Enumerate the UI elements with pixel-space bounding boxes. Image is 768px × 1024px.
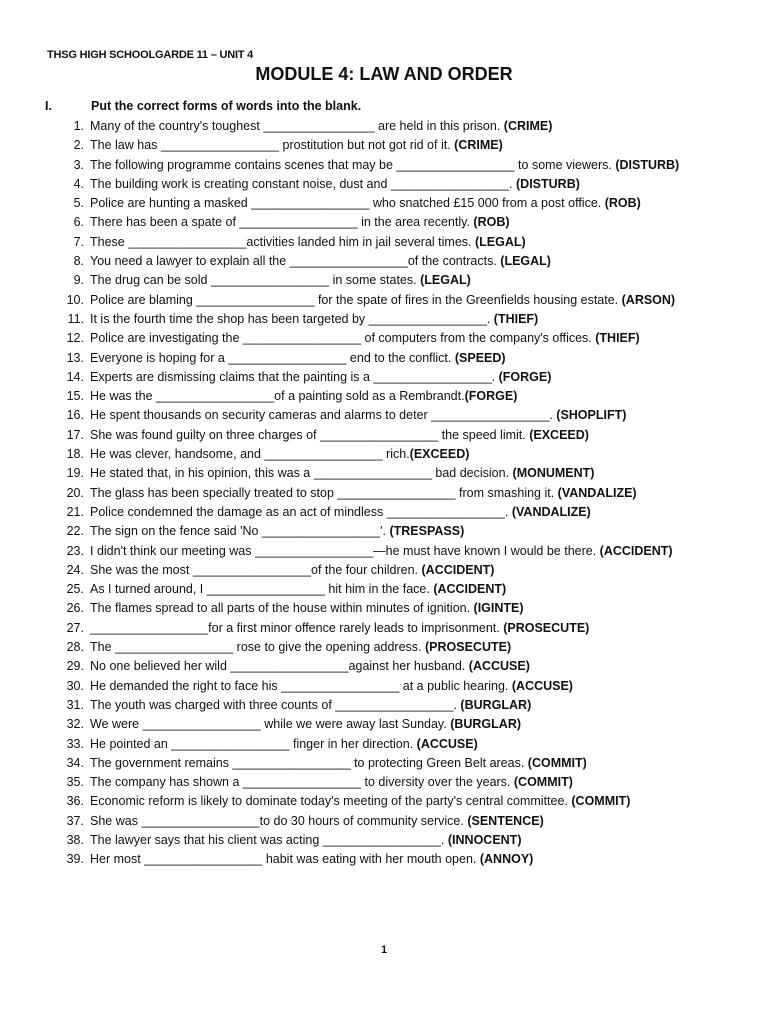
exercise-item bbox=[56, 136, 746, 155]
item-number: 14. bbox=[66, 369, 84, 384]
item-sentence: Experts are dismissing claims that the painting is a _________________. bbox=[90, 369, 499, 384]
item-sentence: There has been a spate of _________________ in the area recently. bbox=[90, 215, 474, 230]
item-number: 15. bbox=[66, 389, 84, 404]
exercise-item bbox=[56, 233, 746, 252]
item-sentence: As I turned around, I _________________ hit him in the face. bbox=[90, 582, 434, 597]
item-sentence: The government remains _________________ to protecting Green Belt areas. bbox=[90, 755, 528, 770]
exercise-item bbox=[56, 349, 746, 368]
item-keyword: (ANNOY) bbox=[479, 852, 534, 867]
item-sentence: No one believed her wild _________________against her husband. bbox=[90, 659, 469, 674]
item-keyword: (ACCUSE) bbox=[511, 678, 573, 693]
item-keyword: (LEGAL) bbox=[474, 234, 526, 249]
item-keyword: (DISTURB) bbox=[516, 176, 580, 191]
exercise-item bbox=[56, 445, 746, 464]
item-number: 21. bbox=[66, 504, 84, 519]
item-keyword: (COMMIT) bbox=[527, 755, 587, 770]
exercise-item bbox=[56, 310, 746, 329]
exercise-item bbox=[56, 619, 746, 638]
item-keyword: (COMMIT) bbox=[513, 775, 573, 790]
exercise-item bbox=[56, 812, 746, 831]
item-number: 22. bbox=[66, 524, 84, 539]
exercise-item bbox=[56, 696, 746, 715]
header-line: THSG HIGH SCHOOLGARDE 11 – UNIT 4 bbox=[47, 49, 254, 61]
item-number: 16. bbox=[66, 408, 84, 423]
item-sentence: _________________for a first minor offence rarely leads to imprisonment. bbox=[90, 620, 504, 635]
item-number: 11. bbox=[67, 311, 84, 326]
item-number: 27. bbox=[66, 620, 84, 635]
item-number: 30. bbox=[66, 678, 84, 693]
item-number: 2. bbox=[73, 138, 84, 153]
item-number: 4. bbox=[73, 176, 84, 191]
exercise-item bbox=[56, 484, 746, 503]
item-sentence: The drug can be sold _________________ in some states. bbox=[90, 273, 421, 288]
item-sentence: He demanded the right to face his _________________ at a public hearing. bbox=[90, 678, 512, 693]
item-sentence: It is the fourth time the shop has been targeted by _________________. bbox=[90, 311, 494, 326]
item-number: 6. bbox=[73, 215, 84, 230]
item-keyword: (THIEF) bbox=[595, 331, 640, 346]
item-number: 12. bbox=[66, 331, 84, 346]
item-number: 28. bbox=[66, 640, 84, 655]
item-number: 5. bbox=[73, 196, 84, 211]
item-keyword: (LEGAL) bbox=[420, 273, 471, 288]
item-number: 38. bbox=[66, 832, 84, 847]
exercise-item bbox=[56, 156, 746, 175]
item-sentence: I didn't think our meeting was _________________—he must have known I would be there. bbox=[90, 543, 600, 558]
item-sentence: These _________________activities landed him in jail several times. bbox=[90, 234, 475, 249]
exercise-item bbox=[56, 252, 746, 271]
item-keyword: (THIEF) bbox=[493, 311, 539, 326]
item-sentence: The following programme contains scenes that may be _________________ to some viewers. bbox=[90, 157, 616, 172]
exercise-item bbox=[56, 715, 746, 734]
item-keyword: (ACCUSE) bbox=[468, 659, 530, 674]
item-number: 23. bbox=[66, 543, 84, 558]
item-number: 25. bbox=[66, 582, 84, 597]
exercise-item bbox=[56, 542, 746, 561]
item-sentence: The flames spread to all parts of the house within minutes of ignition. bbox=[90, 601, 474, 616]
item-keyword: (ARSON) bbox=[621, 292, 676, 307]
item-number: 20. bbox=[66, 485, 84, 500]
item-sentence: The sign on the fence said 'No _________________'. bbox=[90, 524, 390, 539]
exercise-item bbox=[56, 291, 746, 310]
item-number: 10. bbox=[66, 292, 84, 307]
item-sentence: She was found guilty on three charges of _________________ the speed limit. bbox=[90, 427, 530, 442]
item-keyword: (TRESPASS) bbox=[389, 524, 465, 539]
item-sentence: Everyone is hoping for a _________________ end to the conflict. bbox=[90, 350, 455, 365]
exercise-item bbox=[56, 406, 746, 425]
section-instruction: Put the correct forms of words into the blank. bbox=[91, 99, 362, 113]
item-number: 33. bbox=[66, 736, 84, 751]
page-title: MODULE 4: LAW AND ORDER bbox=[255, 64, 513, 84]
exercise-item bbox=[56, 426, 746, 445]
item-number: 35. bbox=[66, 775, 84, 790]
exercise-item bbox=[56, 175, 746, 194]
exercise-item bbox=[56, 464, 746, 483]
page-number: 1 bbox=[380, 944, 388, 956]
item-keyword: (EXCEED) bbox=[529, 427, 589, 442]
exercise-item bbox=[56, 735, 746, 754]
item-keyword: (SPEED) bbox=[454, 350, 506, 365]
item-sentence: Police are investigating the _________________ of computers from the company's offices. bbox=[90, 331, 596, 346]
exercise-item bbox=[56, 638, 746, 657]
item-number: 32. bbox=[66, 717, 84, 732]
item-keyword: (BURGLAR) bbox=[460, 697, 532, 712]
item-keyword: (SENTENCE) bbox=[467, 813, 544, 828]
item-keyword: (ACCIDENT) bbox=[433, 582, 507, 597]
item-sentence: The company has shown a _________________ to diversity over the years. bbox=[90, 775, 514, 790]
exercise-item bbox=[56, 503, 746, 522]
exercise-item bbox=[56, 831, 746, 850]
item-number: 8. bbox=[73, 254, 84, 269]
item-keyword: (CRIME) bbox=[454, 138, 503, 153]
item-sentence: The _________________ rose to give the opening address. bbox=[90, 640, 425, 655]
exercise-item bbox=[56, 773, 746, 792]
item-sentence: He was the _________________of a painting sold as a Rembrandt. bbox=[90, 389, 465, 404]
item-keyword: (FORGE) bbox=[498, 369, 552, 384]
item-number: 3. bbox=[73, 157, 84, 172]
exercise-item bbox=[56, 599, 746, 618]
item-sentence: She was the most _________________of the four children. bbox=[90, 562, 422, 577]
exercise-item bbox=[56, 368, 746, 387]
exercise-item bbox=[56, 117, 746, 136]
item-keyword: (DISTURB) bbox=[615, 157, 680, 172]
item-sentence: The lawyer says that his client was acting _________________. bbox=[90, 832, 448, 847]
exercise-item bbox=[56, 213, 746, 232]
item-number: 31. bbox=[66, 697, 84, 712]
item-number: 1. bbox=[73, 119, 84, 133]
item-sentence: Police condemned the damage as an act of mindless _________________. bbox=[90, 504, 512, 519]
item-number: 34. bbox=[66, 755, 84, 770]
exercise-item bbox=[56, 580, 746, 599]
item-keyword: (ACCIDENT) bbox=[421, 562, 495, 577]
item-number: 29. bbox=[66, 659, 84, 674]
item-sentence: He stated that, in his opinion, this was a _________________ bad decision. bbox=[90, 466, 513, 481]
item-number: 9. bbox=[73, 273, 84, 288]
exercise-item bbox=[56, 194, 746, 213]
item-keyword: (PROSECUTE) bbox=[425, 640, 512, 655]
exercise-item bbox=[56, 387, 746, 406]
item-keyword: (ROB) bbox=[473, 215, 510, 230]
item-sentence: The law has _________________ prostitution but not got rid of it. bbox=[90, 138, 455, 153]
item-keyword: (LEGAL) bbox=[500, 254, 551, 269]
item-keyword: (IGINTE) bbox=[473, 601, 524, 616]
item-sentence: We were _________________ while we were away last Sunday. bbox=[90, 717, 451, 732]
item-sentence: Many of the country's toughest ________________ are held in this prison. bbox=[90, 119, 504, 133]
exercise-item bbox=[56, 677, 746, 696]
exercise-item bbox=[56, 561, 746, 580]
item-sentence: Police are hunting a masked _________________ who snatched £15 000 from a post office. bbox=[90, 196, 605, 211]
item-sentence: The building work is creating constant noise, dust and _________________. bbox=[90, 176, 516, 191]
exercise-item bbox=[56, 329, 746, 348]
item-sentence: Police are blaming _________________ for the spate of fires in the Greenfields housing estate. bbox=[90, 292, 622, 307]
item-sentence: She was _________________to do 30 hours of community service. bbox=[90, 813, 468, 828]
item-number: 37. bbox=[66, 813, 84, 828]
exercise-item bbox=[56, 522, 746, 541]
item-keyword: (VANDALIZE) bbox=[511, 504, 591, 519]
section-heading bbox=[45, 99, 361, 113]
item-keyword: (VANDALIZE) bbox=[557, 485, 637, 500]
item-sentence: He was clever, handsome, and _________________ rich. bbox=[90, 447, 410, 462]
exercise-item bbox=[56, 754, 746, 773]
item-number: 19. bbox=[66, 466, 84, 481]
exercise-item bbox=[56, 792, 746, 811]
item-keyword: (EXCEED) bbox=[409, 447, 470, 462]
item-number: 18. bbox=[66, 447, 84, 462]
item-sentence: He spent thousands on security cameras and alarms to deter _________________. bbox=[90, 408, 557, 423]
item-keyword: (INNOCENT) bbox=[447, 832, 522, 847]
exercise-list bbox=[56, 117, 746, 870]
item-number: 39. bbox=[66, 852, 84, 867]
item-keyword: (ROB) bbox=[604, 196, 641, 211]
item-number: 24. bbox=[66, 562, 84, 577]
item-number: 17. bbox=[66, 427, 84, 442]
item-keyword: (PROSECUTE) bbox=[503, 620, 590, 635]
item-keyword: (SHOPLIFT) bbox=[556, 408, 627, 423]
item-sentence: The youth was charged with three counts of _________________. bbox=[90, 697, 461, 712]
item-sentence: You need a lawyer to explain all the _________________of the contracts. bbox=[90, 254, 501, 269]
exercise-item bbox=[56, 657, 746, 676]
item-sentence: Economic reform is likely to dominate today's meeting of the party's central committee. bbox=[90, 794, 572, 809]
item-keyword: (ACCUSE) bbox=[416, 736, 478, 751]
item-keyword: (MONUMENT) bbox=[512, 466, 595, 481]
item-keyword: (FORGE) bbox=[464, 389, 518, 404]
item-number: 13. bbox=[66, 350, 84, 365]
exercise-item bbox=[56, 850, 746, 869]
section-number: I. bbox=[45, 99, 52, 113]
item-number: 7. bbox=[73, 234, 84, 249]
item-sentence: Her most _________________ habit was eating with her mouth open. bbox=[90, 852, 480, 867]
item-sentence: He pointed an _________________ finger in her direction. bbox=[90, 736, 417, 751]
item-keyword: (CRIME) bbox=[503, 119, 553, 133]
exercise-item bbox=[56, 271, 746, 290]
item-keyword: (ACCIDENT) bbox=[599, 543, 673, 558]
item-number: 26. bbox=[66, 601, 84, 616]
item-sentence: The glass has been specially treated to stop _________________ from smashing it. bbox=[90, 485, 558, 500]
item-keyword: (BURGLAR) bbox=[450, 717, 522, 732]
item-number: 36. bbox=[66, 794, 84, 809]
item-keyword: (COMMIT) bbox=[571, 794, 631, 809]
